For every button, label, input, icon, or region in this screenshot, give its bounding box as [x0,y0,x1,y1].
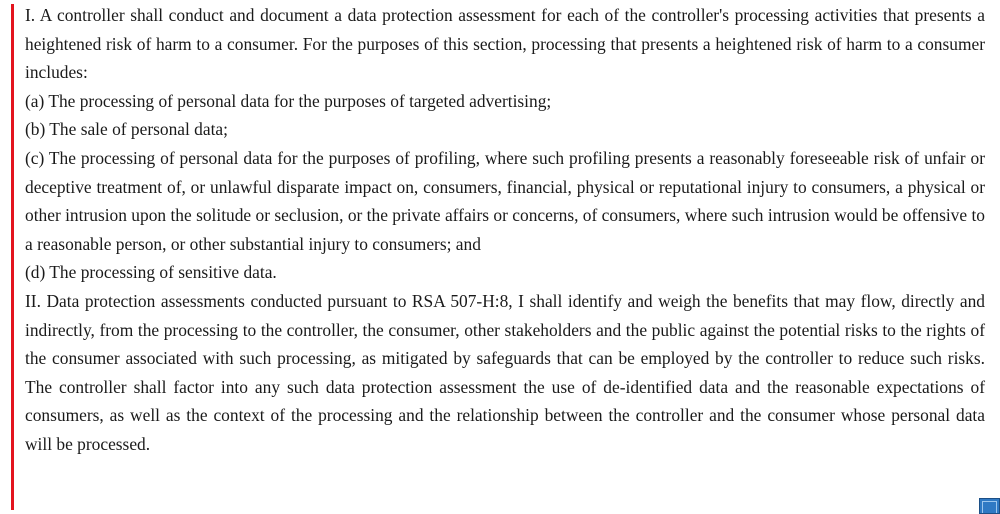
revision-change-bar [11,4,14,510]
paragraph-item-b: (b) The sale of personal data; [25,119,228,140]
document-body [25,1,985,459]
paragraph-section-ii: II. Data protection assessments conducted pursuant to RSA 507-H:8, I shall identify and weigh the benefits that may flow, directly and indirectly, from the processing to the controller, the consumer, other stakeholders and the public against the potential risks to the rights of the consumer associated with such processing, as mitigated by safeguards that can be employed by the controller to reduce such risks. The controller shall factor into any such data protection assessment the use of de-identified data and the reasonable expectations of consumers, as well as the context of the processing and the relationship between the controller and the consumer whose personal data will be processed. [25,290,985,454]
paragraph-item-d: (d) The processing of sensitive data. [25,262,277,283]
corner-scroll-widget[interactable] [979,498,1000,514]
paragraph-item-c: (c) The processing of personal data for the purposes of profiling, where such profiling presents a reasonably foreseeable risk of unfair or deceptive treatment of, or unlawful disparate impact on, consumers, financial, physical or reputational injury to consumers, a physical or other intrusion upon the solitude or seclusion, or the private affairs or concerns, of consumers, where such intrusion would be offensive to a reasonable person, or other substantial injury to consumers; and [25,147,985,254]
paragraph-item-a: (a) The processing of personal data for the purposes of targeted advertising; [25,90,552,111]
paragraph-section-i: I. A controller shall conduct and document a data protection assessment for each of the controller's processing activities that presents a heightened risk of harm to a consumer. For the purposes of this section, processing that presents a heightened risk of harm to a consumer includes: [25,5,985,83]
